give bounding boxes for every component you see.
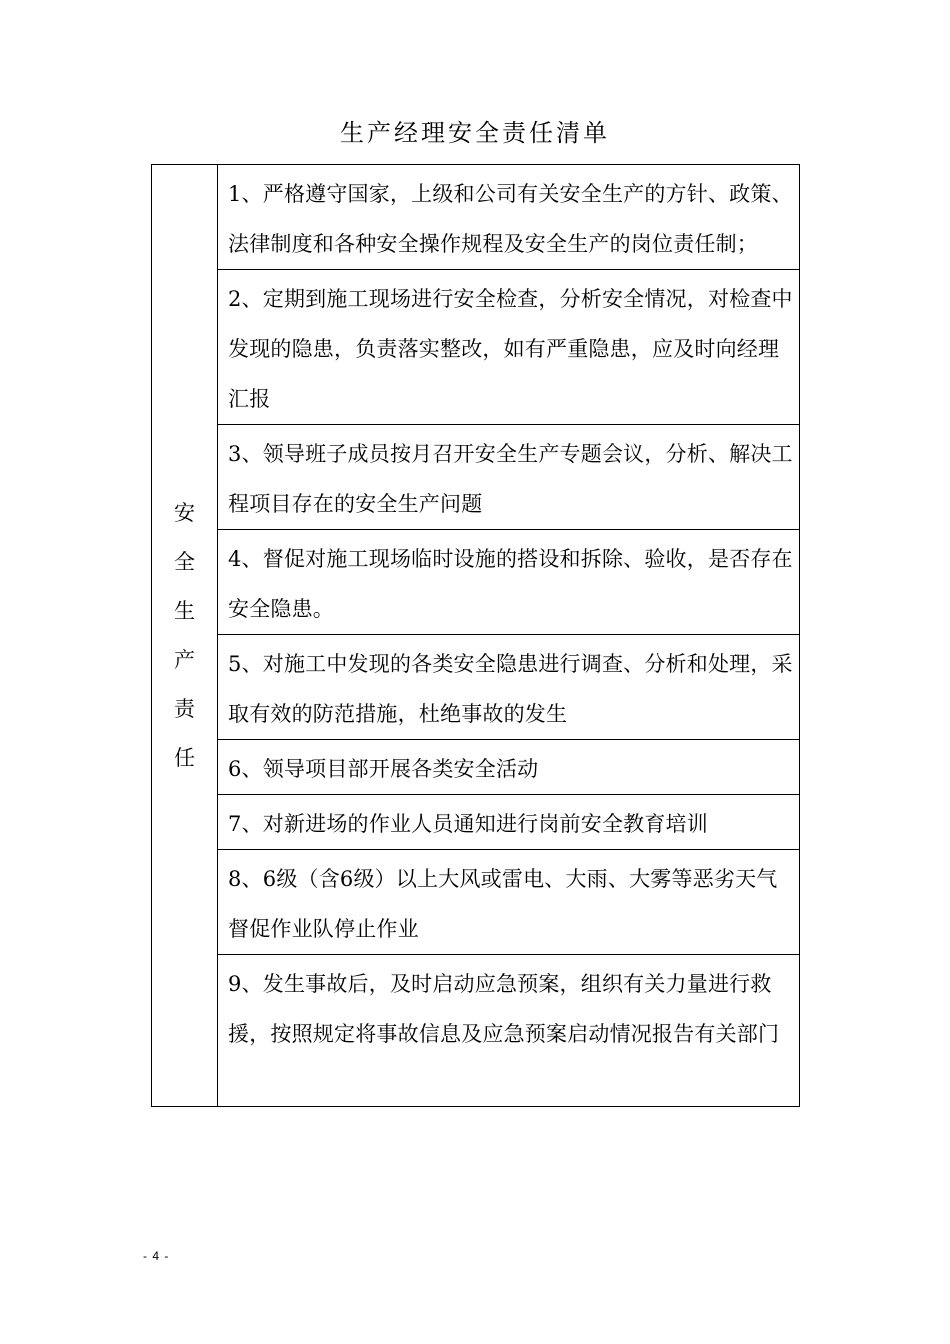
duty-item-5: 5、对施工中发现的各类安全隐患进行调查、分析和处理，采取有效的防范措施，杜绝事故的发生 [228, 652, 793, 726]
table-row [152, 635, 800, 740]
duty-item-8: 8、6级（含6级）以上大风或雷电、大雨、大雾等恶劣天气督促作业队停止作业 [228, 867, 778, 941]
table-row [152, 270, 800, 425]
duty-item-4: 4、督促对施工现场临时设施的搭设和拆除、验收，是否存在安全隐患。 [228, 547, 793, 621]
category-label-cell [152, 165, 218, 1107]
page-number: - 4 - [143, 1249, 170, 1263]
category-label: 安全生产责任 [174, 500, 195, 770]
duty-item-9: 9、发生事故后，及时启动应急预案，组织有关力量进行救援，按照规定将事故信息及应急预案启动情况报告有关部门 [228, 972, 780, 1046]
duty-item-6: 6、领导项目部开展各类安全活动 [228, 757, 539, 781]
item-cell-9 [218, 955, 800, 1107]
table-row [152, 795, 800, 850]
table-row [152, 165, 800, 270]
item-cell-1 [218, 165, 800, 270]
item-cell-7 [218, 795, 800, 850]
item-cell-5 [218, 635, 800, 740]
page-title: 生产经理安全责任清单 [340, 119, 610, 147]
table-row [152, 530, 800, 635]
table-row [152, 740, 800, 795]
duty-item-1: 1、严格遵守国家，上级和公司有关安全生产的方针、政策、法律制度和各种安全操作规程及安全生产的岗位责任制； [228, 182, 793, 256]
item-cell-4 [218, 530, 800, 635]
table-row [152, 425, 800, 530]
item-cell-3 [218, 425, 800, 530]
responsibility-table [151, 164, 800, 1107]
duty-item-2: 2、定期到施工现场进行安全检查，分析安全情况，对检查中发现的隐患，负责落实整改，如有严重隐患，应及时向经理汇报 [228, 287, 793, 411]
item-cell-6 [218, 740, 800, 795]
item-cell-8 [218, 850, 800, 955]
table-row [152, 955, 800, 1107]
table-row [152, 850, 800, 955]
item-cell-2 [218, 270, 800, 425]
duty-item-7: 7、对新进场的作业人员通知进行岗前安全教育培训 [228, 812, 708, 836]
duty-item-3: 3、领导班子成员按月召开安全生产专题会议，分析、解决工程项目存在的安全生产问题 [228, 442, 793, 516]
